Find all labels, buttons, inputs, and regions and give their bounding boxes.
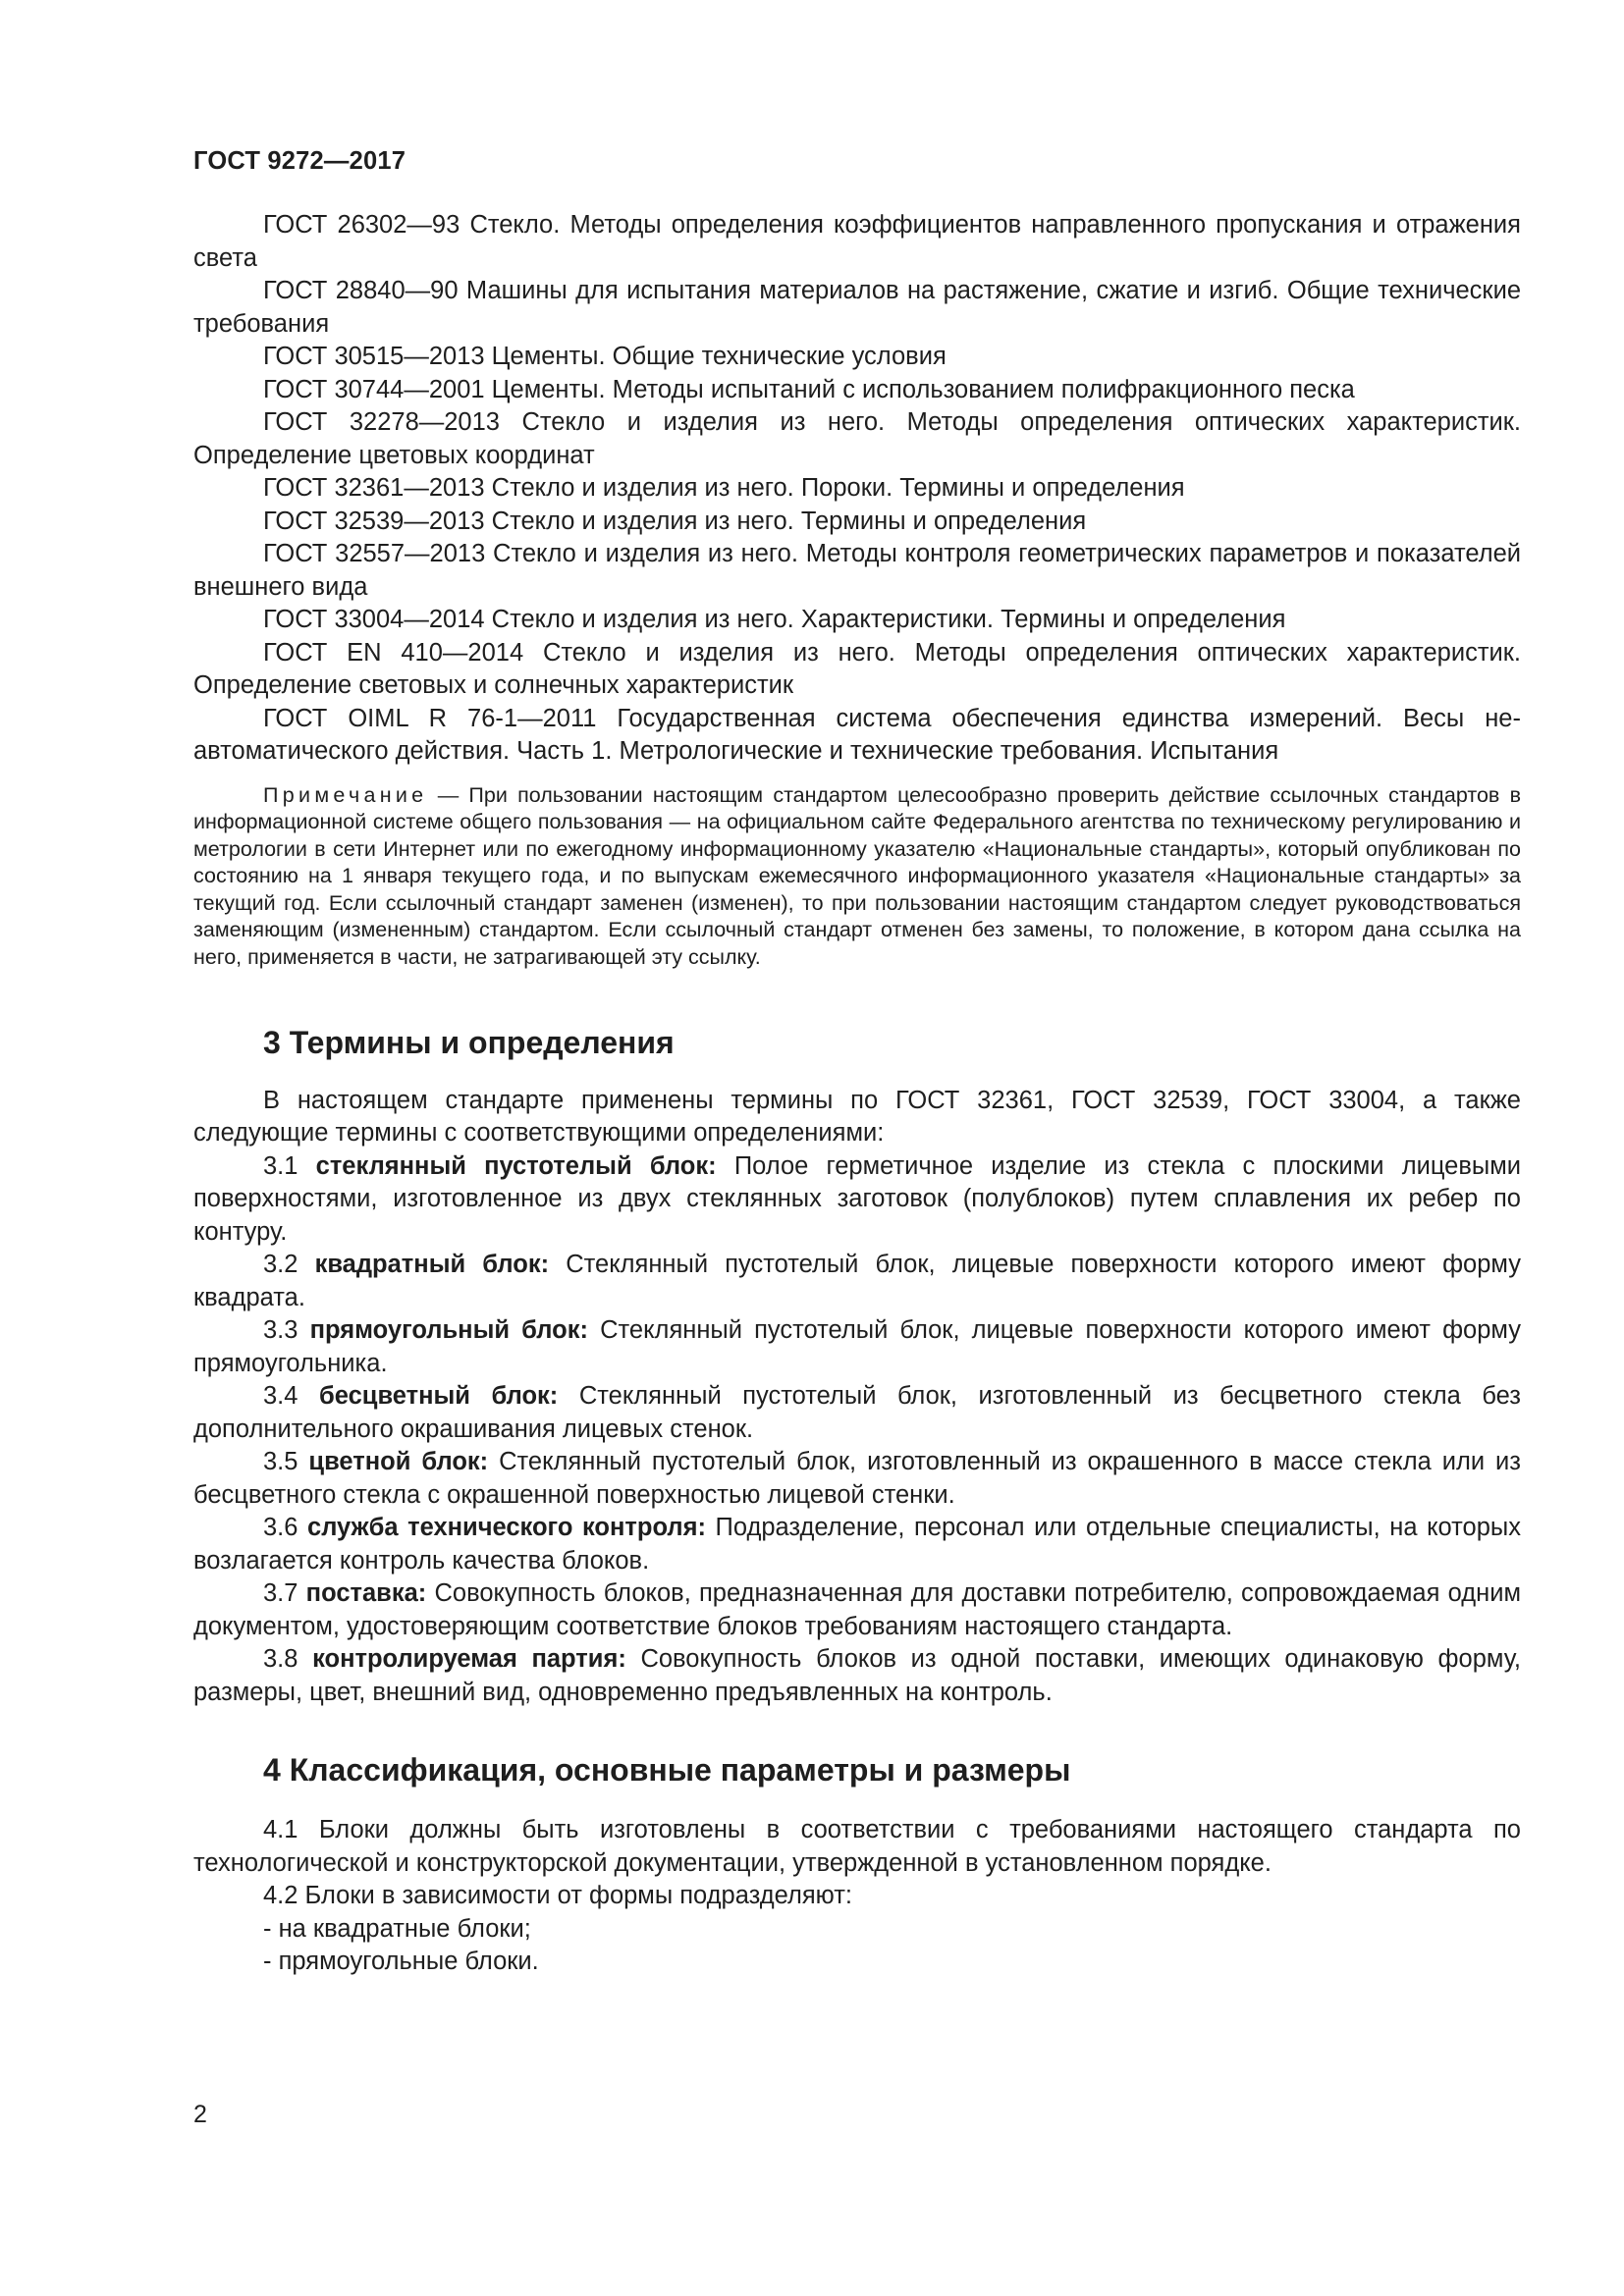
- reference-item: ГОСТ 32278—2013 Стекло и изделия из него. Методы определения оптических характеристик. Определение цветовых координат: [193, 408, 1521, 469]
- term-number: 3.2: [263, 1251, 315, 1279]
- term-name: цветной блок:: [308, 1448, 489, 1476]
- term-name: квадратный блок:: [314, 1251, 550, 1279]
- reference-item: ГОСТ 26302—93 Стекло. Методы определения коэффициентов направленного пропускания и отражения света: [193, 211, 1521, 272]
- reference-item: ГОСТ 32539—2013 Стекло и изделия из него. Термины и определения: [263, 507, 1087, 535]
- reference-item: ГОСТ 30515—2013 Цементы. Общие технические условия: [263, 343, 947, 370]
- reference-item: ГОСТ EN 410—2014 Стекло и изделия из него. Методы определения оптических характеристик. Определение световых и солнечных характеристик: [193, 638, 1521, 699]
- note: [193, 782, 1521, 972]
- term-text: Стеклянный пустотелый блок, изготовленный из окрашенного в массе стекла или из бесцветного стекла с окрашенной поверхностью лицевой стенки.: [193, 1448, 1521, 1509]
- note-label: Примечание: [263, 782, 428, 807]
- reference-item: ГОСТ 33004—2014 Стекло и изделия из него. Характеристики. Термины и определения: [263, 606, 1286, 633]
- term-number: 3.1: [263, 1151, 316, 1180]
- reference-item: ГОСТ 32557—2013 Стекло и изделия из него. Методы контроля геометрических параметров и показателей внешнего вида: [193, 540, 1521, 601]
- term-name: стеклянный пустотелый блок:: [315, 1151, 717, 1180]
- section-3-title: 3 Термины и определения: [263, 1024, 675, 1060]
- term-name: служба технического контроля:: [307, 1514, 706, 1542]
- term-number: 3.3: [263, 1316, 310, 1345]
- page: [193, 147, 1521, 1979]
- section-3-body: [193, 1085, 1521, 1710]
- term-definition: [193, 1512, 1521, 1577]
- reference-item: ГОСТ 30744—2001 Цементы. Методы испытаний с использованием полифракционного песка: [263, 375, 1355, 403]
- page-number: 2: [193, 2101, 207, 2128]
- term-definition: [193, 1643, 1521, 1709]
- reference-item: ГОСТ 32361—2013 Стекло и изделия из него. Пороки. Термины и определения: [263, 474, 1185, 502]
- reference-item: ГОСТ 28840—90 Машины для испытания материалов на растяжение, сжатие и изгиб. Общие технические требования: [193, 277, 1521, 338]
- list-item: - на квадратные блоки;: [263, 1914, 531, 1943]
- term-name: контролируемая партия:: [312, 1645, 626, 1674]
- term-text: Стеклянный пустотелый блок, лицевые поверхности которого имеют форму квадрата.: [193, 1251, 1521, 1311]
- term-number: 3.4: [263, 1382, 319, 1411]
- paragraph-4-2: 4.2 Блоки в зависимости от формы подразделяют:: [263, 1882, 852, 1910]
- normative-references: [193, 209, 1521, 769]
- paragraph-4-1: 4.1 Блоки должны быть изготовлены в соответствии с требованиями настоящего стандарта по технологической и конструкторской документации, утвержденной в установленном порядке.: [193, 1816, 1521, 1877]
- section-3-intro: В настоящем стандарте применены термины по ГОСТ 32361, ГОСТ 32539, ГОСТ 33004, а также следующие термины с соответствующими определениями:: [193, 1086, 1521, 1148]
- note-text: — При пользовании настоящим стандартом целесообразно проверить действие ссылочных стандартов в информационной системе общего пользования — на официальном сайте Федерального агентства по техническому регулированию и метрологии в сети Интернет или по ежегодному информационному указателю «Национальные стандарты», который опубликован по состоянию на 1 января текущего года, и по выпускам ежемесячного информационного указателя «Национальные стандарты» за текущий год. Если ссылочный стандарт заменен (изменен), то при пользовании настоящим стандартом следует руководствоваться заменяющим (измененным) стандартом. Если ссылочный стандарт отменен без замены, то положение, в котором дана ссылка на него, применяется в части, не затрагивающей эту ссылку.: [193, 782, 1521, 970]
- term-definition: [193, 1380, 1521, 1446]
- term-text: Стеклянный пустотелый блок, изготовленный из бесцветного стекла без дополнительного окрашивания лицевых стенок.: [193, 1382, 1521, 1443]
- term-name: бесцветный блок:: [318, 1382, 559, 1411]
- term-text: Подразделение, персонал или отдельные специалисты, на которых возлагается контроль качества блоков.: [193, 1514, 1521, 1575]
- section-4-title: 4 Классификация, основные параметры и размеры: [263, 1752, 1071, 1789]
- term-text: Полое герметичное изделие из стекла с плоскими лицевыми поверхностями, изготовленное из двух стеклянных заготовок (полублоков) путем сплавления их ребер по контуру.: [193, 1151, 1521, 1246]
- term-number: 3.8: [263, 1645, 313, 1674]
- term-definition: [193, 1314, 1521, 1380]
- term-number: 3.5: [263, 1448, 309, 1476]
- term-number: 3.7: [263, 1579, 306, 1608]
- term-text: Совокупность блоков, предназначенная для доставки потребителю, сопровождаемая одним документом, удостоверяющим соответствие блоков требованиям настоящего стандарта.: [193, 1579, 1521, 1640]
- term-text: Стеклянный пустотелый блок, лицевые поверхности которого имеют форму прямоугольника.: [193, 1316, 1521, 1377]
- term-name: поставка:: [305, 1579, 427, 1608]
- term-definition: [193, 1150, 1521, 1250]
- list-item: - прямоугольные блоки.: [263, 1948, 539, 1976]
- document-header: ГОСТ 9272—2017: [193, 147, 406, 175]
- term-number: 3.6: [263, 1514, 308, 1542]
- term-text: Совокупность блоков из одной поставки, имеющих одинаковую форму, размеры, цвет, внешний вид, одновременно предъявленных на контроль.: [193, 1645, 1521, 1706]
- term-name: прямоугольный блок:: [309, 1316, 588, 1345]
- term-definition: [193, 1577, 1521, 1643]
- term-definition: [193, 1446, 1521, 1512]
- section-4-body: [193, 1814, 1521, 1979]
- term-definition: [193, 1249, 1521, 1314]
- reference-item: ГОСТ OIML R 76-1—2011 Государственная система обеспечения единства измерений. Весы неавтоматического действия. Часть 1. Метрологические и технические требования. Испытания: [193, 704, 1521, 765]
